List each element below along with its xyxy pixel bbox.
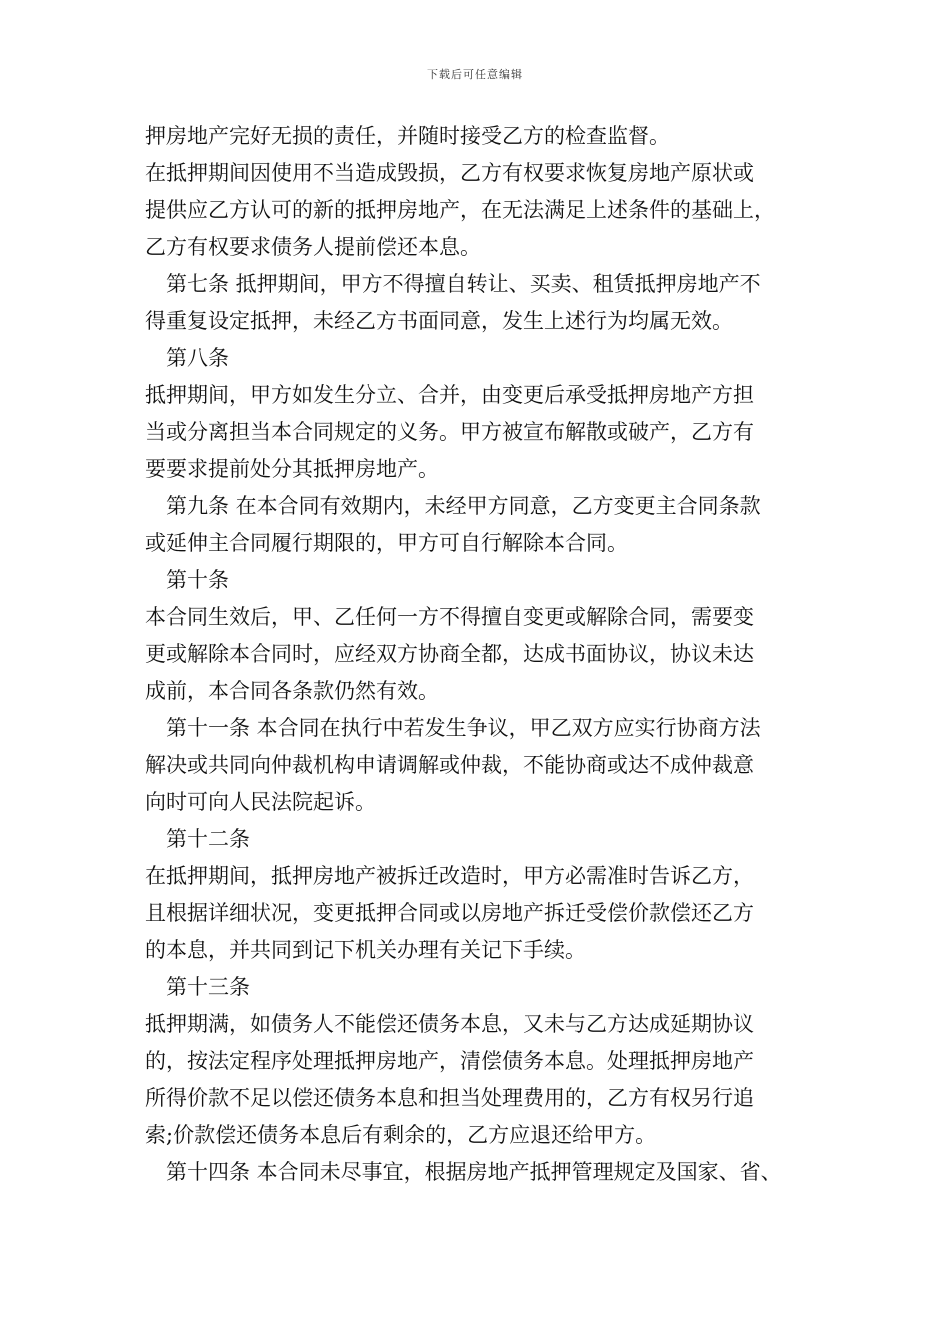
text-line: 本合同生效后，甲、乙任何一方不得擅自变更或解除合同，需要变: [145, 605, 754, 629]
text-line: 第十二条: [166, 827, 250, 851]
text-line: 第十四条 本合同未尽事宜，根据房地产抵押管理规定及国家、省、: [166, 1160, 782, 1184]
text-line: 第十三条: [166, 975, 250, 999]
text-line: 抵押期满，如债务人不能偿还债务本息，又未与乙方达成延期协议: [145, 1012, 754, 1036]
text-line: 第八条: [166, 346, 229, 370]
text-line: 第七条 抵押期间，甲方不得擅自转让、买卖、租赁抵押房地产不: [166, 272, 761, 296]
text-line: 第十条: [166, 568, 229, 592]
text-line: 要要求提前处分其抵押房地产。: [145, 457, 439, 481]
text-line: 成前，本合同各条款仍然有效。: [145, 679, 439, 703]
text-line: 的本息，并共同到记下机关办理有关记下手续。: [145, 938, 586, 962]
text-line: 第九条 在本合同有效期内，未经甲方同意，乙方变更主合同条款: [166, 494, 761, 518]
document-body: [145, 118, 835, 1191]
page-header: 下载后可任意编辑: [427, 68, 523, 81]
text-line: 在抵押期间，抵押房地产被拆迁改造时，甲方必需准时告诉乙方，: [145, 864, 754, 888]
text-line: 且根据详细状况，变更抵押合同或以房地产拆迁受偿价款偿还乙方: [145, 901, 754, 925]
text-line: 当或分离担当本合同规定的义务。甲方被宣布解散或破产，乙方有: [145, 420, 754, 444]
text-line: 或延伸主合同履行期限的，甲方可自行解除本合同。: [145, 531, 628, 555]
text-line: 乙方有权要求债务人提前偿还本息。: [145, 235, 481, 259]
text-line: 提供应乙方认可的新的抵押房地产，在无法满足上述条件的基础上，: [145, 198, 775, 222]
text-line: 向时可向人民法院起诉。: [145, 790, 376, 814]
text-line: 所得价款不足以偿还债务本息和担当处理费用的，乙方有权另行追: [145, 1086, 754, 1110]
text-line: 在抵押期间因使用不当造成毁损，乙方有权要求恢复房地产原状或: [145, 161, 754, 185]
text-line: 得重复设定抵押，未经乙方书面同意，发生上述行为均属无效。: [145, 309, 733, 333]
text-line: 更或解除本合同时，应经双方协商全都，达成书面协议，协议未达: [145, 642, 754, 666]
text-line: 抵押期间，甲方如发生分立、合并，由变更后承受抵押房地产方担: [145, 383, 754, 407]
text-line: 押房地产完好无损的责任，并随时接受乙方的检查监督。: [145, 124, 670, 148]
text-line: 第十一条 本合同在执行中若发生争议，甲乙双方应实行协商方法: [166, 716, 761, 740]
text-line: 索;价款偿还债务本息后有剩余的，乙方应退还给甲方。: [145, 1123, 657, 1147]
text-line: 的，按法定程序处理抵押房地产，清偿债务本息。处理抵押房地产: [145, 1049, 754, 1073]
text-line: 解决或共同向仲裁机构申请调解或仲裁，不能协商或达不成仲裁意: [145, 753, 754, 777]
